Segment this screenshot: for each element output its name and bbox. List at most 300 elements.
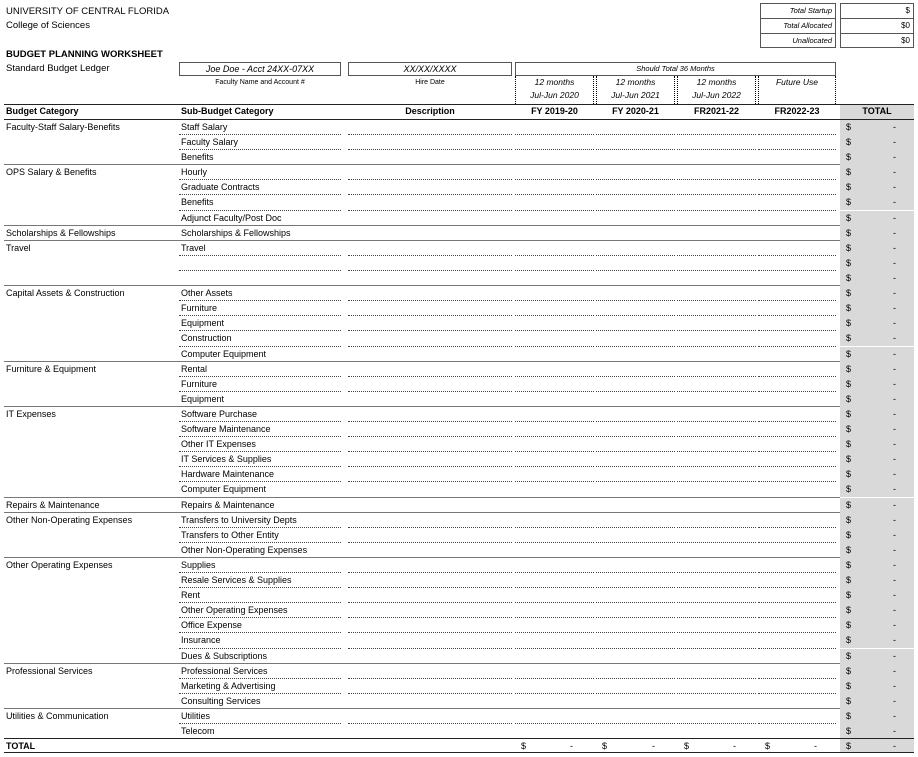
fy2-amount-cell[interactable] (596, 407, 675, 421)
budget-category-label: Travel (6, 243, 31, 253)
unallocated-value[interactable]: $0 (840, 33, 914, 48)
fy3-amount-cell[interactable] (677, 286, 756, 300)
fy2-amount-cell[interactable] (596, 422, 675, 436)
fy1-amount-cell[interactable] (515, 180, 594, 194)
fy4-amount-cell[interactable] (758, 211, 836, 225)
row-total-value: - (893, 243, 896, 253)
fy3-amount-cell[interactable] (677, 558, 756, 572)
row-total-value: - (893, 681, 896, 691)
fy3-amount-cell[interactable] (677, 452, 756, 466)
row-total-value: - (893, 666, 896, 676)
row-total-currency: $ (846, 364, 852, 374)
sub-category-label: Telecom (181, 726, 215, 736)
fy4-amount-cell[interactable] (758, 331, 836, 345)
description-cell[interactable] (348, 241, 512, 255)
fy3-amount-cell[interactable] (677, 664, 756, 678)
faculty-name-field[interactable]: Joe Doe - Acct 24XX-07XX (179, 62, 341, 76)
footer-total-value: - (893, 741, 896, 751)
description-cell[interactable] (348, 347, 512, 361)
fy4-amount-cell[interactable] (758, 407, 836, 421)
fy4-amount-cell[interactable] (758, 679, 836, 693)
description-cell[interactable] (348, 709, 512, 723)
fy1-amount-cell[interactable] (515, 633, 594, 647)
row-total-currency: $ (846, 696, 852, 706)
description-cell[interactable] (348, 558, 512, 572)
fy3-amount-cell[interactable] (677, 437, 756, 451)
fy4-amount-cell[interactable] (758, 513, 836, 527)
description-cell[interactable] (348, 543, 512, 557)
fy2-amount-cell[interactable] (596, 271, 675, 285)
fy3-amount-cell[interactable] (677, 407, 756, 421)
row-total-currency: $ (846, 681, 852, 691)
description-cell[interactable] (348, 316, 512, 330)
fy4-amount-cell[interactable] (758, 633, 836, 647)
fy1-amount-cell[interactable] (515, 347, 594, 361)
fy4-amount-cell[interactable] (758, 241, 836, 255)
fy4-amount-cell[interactable] (758, 603, 836, 617)
row-total-value: - (893, 137, 896, 147)
col-budget-category: Budget Category (6, 106, 79, 116)
sub-category-label: Travel (181, 243, 206, 253)
fy4-amount-cell[interactable] (758, 588, 836, 602)
budget-category-label: Other Non-Operating Expenses (6, 515, 133, 525)
fy3-amount-cell[interactable] (677, 301, 756, 315)
fy2-amount-cell[interactable] (596, 241, 675, 255)
row-total-value: - (893, 258, 896, 268)
fy2-amount-cell[interactable] (596, 226, 675, 240)
fy3-amount-cell[interactable] (677, 392, 756, 406)
row-total-currency: $ (846, 454, 852, 464)
row-total-value: - (893, 273, 896, 283)
fy2-amount-cell[interactable] (596, 135, 675, 149)
fy3-amount-cell[interactable] (677, 316, 756, 330)
fy4-amount-cell[interactable] (758, 180, 836, 194)
fy2-amount-cell[interactable] (596, 316, 675, 330)
fy4-amount-cell[interactable] (758, 558, 836, 572)
row-total-value: - (893, 590, 896, 600)
fy4-amount-cell[interactable] (758, 392, 836, 406)
description-cell[interactable] (348, 392, 512, 406)
budget-category-label: Utilities & Communication (6, 711, 109, 721)
fy2-amount-cell[interactable] (596, 679, 675, 693)
fy2-amount-cell[interactable] (596, 709, 675, 723)
fy3-amount-cell[interactable] (677, 633, 756, 647)
fy3-amount-cell[interactable] (677, 195, 756, 209)
fy3-amount-cell[interactable] (677, 422, 756, 436)
col-fr2022-23: FR2022-23 (774, 106, 820, 116)
sub-category-label: Office Expense (181, 620, 242, 630)
footer-fy4-value: - (814, 741, 817, 751)
row-total-currency: $ (846, 439, 852, 449)
fy1-amount-cell[interactable] (515, 120, 594, 134)
hire-date-caption: Hire Date (415, 79, 445, 86)
fy4-amount-cell[interactable] (758, 422, 836, 436)
fy1-amount-cell[interactable] (515, 649, 594, 663)
fy3-amount-cell[interactable] (677, 377, 756, 391)
fy4-amount-cell[interactable] (758, 362, 836, 376)
fy1-amount-cell[interactable] (515, 316, 594, 330)
row-total-currency: $ (846, 379, 852, 389)
description-cell[interactable] (348, 422, 512, 436)
description-cell[interactable] (348, 513, 512, 527)
description-cell[interactable] (348, 437, 512, 451)
fy3-amount-cell[interactable] (677, 331, 756, 345)
description-cell[interactable] (348, 679, 512, 693)
fy4-amount-cell[interactable] (758, 543, 836, 557)
fy2-amount-cell[interactable] (596, 452, 675, 466)
fy2-amount-cell[interactable] (596, 377, 675, 391)
fy1-amount-cell[interactable] (515, 618, 594, 632)
fy1-amount-cell[interactable] (515, 286, 594, 300)
faculty-name-caption: Faculty Name and Account # (215, 79, 305, 86)
fy3-amount-cell[interactable] (677, 135, 756, 149)
total-allocated-value[interactable]: $0 (840, 18, 914, 33)
fy1-amount-cell[interactable] (515, 362, 594, 376)
row-total-value: - (893, 167, 896, 177)
fy3-amount-cell[interactable] (677, 467, 756, 481)
row-total-currency: $ (846, 651, 852, 661)
row-total-currency: $ (846, 635, 852, 645)
fy3-amount-cell[interactable] (677, 362, 756, 376)
fy3-amount-cell[interactable] (677, 573, 756, 587)
fy4-amount-cell[interactable] (758, 498, 836, 512)
description-cell[interactable] (348, 649, 512, 663)
description-cell[interactable] (348, 528, 512, 542)
fy2-amount-cell[interactable] (596, 362, 675, 376)
description-cell[interactable] (348, 226, 512, 240)
fy3-amount-cell[interactable] (677, 180, 756, 194)
fy1-amount-cell[interactable] (515, 331, 594, 345)
fy4-amount-cell[interactable] (758, 482, 836, 496)
fy1-amount-cell[interactable] (515, 467, 594, 481)
fy2-amount-cell[interactable] (596, 513, 675, 527)
fy1-amount-cell[interactable] (515, 407, 594, 421)
fy4-amount-cell[interactable] (758, 377, 836, 391)
description-cell[interactable] (348, 301, 512, 315)
sub-category-label: Rent (181, 590, 201, 600)
fy3-amount-cell[interactable] (677, 120, 756, 134)
description-cell[interactable] (348, 664, 512, 678)
description-cell[interactable] (348, 135, 512, 149)
row-total-currency: $ (846, 243, 852, 253)
budget-category-label: Capital Assets & Construction (6, 288, 125, 298)
fy3-amount-cell[interactable] (677, 256, 756, 270)
fy1-amount-cell[interactable] (515, 543, 594, 557)
footer-total-currency: $ (846, 741, 852, 751)
description-cell[interactable] (348, 573, 512, 587)
fy1-amount-cell[interactable] (515, 482, 594, 496)
sub-category-label: IT Services & Supplies (181, 454, 272, 464)
fy4-amount-cell[interactable] (758, 528, 836, 542)
fy2-amount-cell[interactable] (596, 120, 675, 134)
fy1-amount-cell[interactable] (515, 528, 594, 542)
row-total-value: - (893, 439, 896, 449)
fy1-amount-cell[interactable] (515, 422, 594, 436)
description-cell[interactable] (348, 211, 512, 225)
col-fr2021-22: FR2021-22 (693, 106, 740, 116)
budget-category-label: Professional Services (6, 666, 93, 676)
fy4-amount-cell[interactable] (758, 347, 836, 361)
total-startup-value[interactable]: $ (840, 3, 914, 18)
fy3-amount-cell[interactable] (677, 528, 756, 542)
fy2-amount-cell[interactable] (596, 392, 675, 406)
fy3-amount-cell[interactable] (677, 724, 756, 738)
row-total-currency: $ (846, 349, 852, 359)
fy2-amount-cell[interactable] (596, 301, 675, 315)
row-total-value: - (893, 409, 896, 419)
row-total-currency: $ (846, 424, 852, 434)
row-total-currency: $ (846, 545, 852, 555)
fy4-amount-cell[interactable] (758, 150, 836, 164)
period-1-months: 12 months (534, 77, 575, 87)
row-total-currency: $ (846, 560, 852, 570)
budget-category-label: Scholarships & Fellowships (6, 228, 116, 238)
fy4-amount-cell[interactable] (758, 286, 836, 300)
fy3-amount-cell[interactable] (677, 513, 756, 527)
description-cell[interactable] (348, 407, 512, 421)
sub-category-label: Adjunct Faculty/Post Doc (181, 213, 282, 223)
row-total-value: - (893, 726, 896, 736)
sub-category-label: Software Maintenance (181, 424, 271, 434)
fy4-amount-cell[interactable] (758, 573, 836, 587)
fy1-amount-cell[interactable] (515, 498, 594, 512)
fy4-amount-cell[interactable] (758, 709, 836, 723)
sub-category-label: Professional Services (181, 666, 268, 676)
fy2-amount-cell[interactable] (596, 331, 675, 345)
fy4-amount-cell[interactable] (758, 664, 836, 678)
description-cell[interactable] (348, 180, 512, 194)
fy1-amount-cell[interactable] (515, 195, 594, 209)
period-4-range: Future Use (775, 77, 819, 87)
fy1-amount-cell[interactable] (515, 513, 594, 527)
row-total-value: - (893, 605, 896, 615)
fy3-amount-cell[interactable] (677, 603, 756, 617)
fy2-amount-cell[interactable] (596, 498, 675, 512)
fy3-amount-cell[interactable] (677, 679, 756, 693)
row-total-currency: $ (846, 530, 852, 540)
fy2-amount-cell[interactable] (596, 195, 675, 209)
fy3-amount-cell[interactable] (677, 271, 756, 285)
fy3-amount-cell[interactable] (677, 150, 756, 164)
row-total-currency: $ (846, 484, 852, 494)
fy2-amount-cell[interactable] (596, 603, 675, 617)
description-cell[interactable] (348, 588, 512, 602)
fy3-amount-cell[interactable] (677, 588, 756, 602)
row-total-value: - (893, 711, 896, 721)
fy3-amount-cell[interactable] (677, 165, 756, 179)
fy2-amount-cell[interactable] (596, 150, 675, 164)
fy4-amount-cell[interactable] (758, 195, 836, 209)
sub-category-label: Consulting Services (181, 696, 261, 706)
fy1-amount-cell[interactable] (515, 150, 594, 164)
sub-category-label: Furniture (181, 303, 218, 313)
fy2-amount-cell[interactable] (596, 573, 675, 587)
fy1-amount-cell[interactable] (515, 256, 594, 270)
fy1-amount-cell[interactable] (515, 694, 594, 708)
fy2-amount-cell[interactable] (596, 256, 675, 270)
footer-fy3-value: - (733, 741, 736, 751)
row-total-value: - (893, 515, 896, 525)
fy1-amount-cell[interactable] (515, 664, 594, 678)
fy3-amount-cell[interactable] (677, 211, 756, 225)
description-cell[interactable] (348, 482, 512, 496)
fy4-amount-cell[interactable] (758, 120, 836, 134)
row-total-value: - (893, 379, 896, 389)
fy4-amount-cell[interactable] (758, 135, 836, 149)
row-total-currency: $ (846, 182, 852, 192)
period-note: Should Total 36 Months (515, 62, 836, 76)
description-cell[interactable] (348, 694, 512, 708)
fy1-amount-cell[interactable] (515, 558, 594, 572)
row-total-value: - (893, 454, 896, 464)
sub-category-label: Other Operating Expenses (181, 605, 288, 615)
fy2-amount-cell[interactable] (596, 437, 675, 451)
fy1-amount-cell[interactable] (515, 211, 594, 225)
col-description: Description (405, 106, 455, 116)
fy3-amount-cell[interactable] (677, 482, 756, 496)
footer-fy3-currency: $ (684, 741, 690, 751)
fy1-amount-cell[interactable] (515, 135, 594, 149)
fy3-amount-cell[interactable] (677, 241, 756, 255)
fy3-amount-cell[interactable] (677, 226, 756, 240)
description-cell[interactable] (348, 603, 512, 617)
fy1-amount-cell[interactable] (515, 377, 594, 391)
description-cell[interactable] (348, 618, 512, 632)
fy4-amount-cell[interactable] (758, 467, 836, 481)
fy4-amount-cell[interactable] (758, 649, 836, 663)
description-cell[interactable] (348, 150, 512, 164)
row-total-currency: $ (846, 590, 852, 600)
sub-category-label: Scholarships & Fellowships (181, 228, 291, 238)
description-cell[interactable] (348, 165, 512, 179)
description-cell[interactable] (348, 195, 512, 209)
fy4-amount-cell[interactable] (758, 256, 836, 270)
fy1-amount-cell[interactable] (515, 452, 594, 466)
description-cell[interactable] (348, 724, 512, 738)
fy1-amount-cell[interactable] (515, 392, 594, 406)
fy2-amount-cell[interactable] (596, 528, 675, 542)
fy2-amount-cell[interactable] (596, 588, 675, 602)
fy2-amount-cell[interactable] (596, 724, 675, 738)
description-cell[interactable] (348, 286, 512, 300)
description-cell[interactable] (348, 120, 512, 134)
fy1-amount-cell[interactable] (515, 301, 594, 315)
fy2-amount-cell[interactable] (596, 649, 675, 663)
row-total-value: - (893, 333, 896, 343)
fy4-amount-cell[interactable] (758, 452, 836, 466)
fy1-amount-cell[interactable] (515, 724, 594, 738)
row-total-currency: $ (846, 213, 852, 223)
sub-category-label: Transfers to Other Entity (181, 530, 279, 540)
description-cell[interactable] (348, 377, 512, 391)
fy2-amount-cell[interactable] (596, 180, 675, 194)
description-cell[interactable] (348, 498, 512, 512)
sub-category-label: Rental (181, 364, 208, 374)
description-cell[interactable] (348, 633, 512, 647)
fy4-amount-cell[interactable] (758, 165, 836, 179)
fy2-amount-cell[interactable] (596, 482, 675, 496)
row-total-currency: $ (846, 167, 852, 177)
fy2-amount-cell[interactable] (596, 165, 675, 179)
fy1-amount-cell[interactable] (515, 226, 594, 240)
row-total-value: - (893, 424, 896, 434)
sub-category-label: Repairs & Maintenance (181, 500, 275, 510)
fy4-amount-cell[interactable] (758, 694, 836, 708)
fy4-amount-cell[interactable] (758, 301, 836, 315)
row-total-currency: $ (846, 333, 852, 343)
sub-category-label: Supplies (181, 560, 216, 570)
fy1-amount-cell[interactable] (515, 437, 594, 451)
fy1-amount-cell[interactable] (515, 241, 594, 255)
fy2-amount-cell[interactable] (596, 543, 675, 557)
sub-category-label: Insurance (181, 635, 221, 645)
row-total-currency: $ (846, 469, 852, 479)
fy4-amount-cell[interactable] (758, 724, 836, 738)
sub-category-label: Construction (181, 333, 232, 343)
fy2-amount-cell[interactable] (596, 618, 675, 632)
description-cell[interactable] (348, 467, 512, 481)
budget-category-label: Furniture & Equipment (6, 364, 97, 374)
fy1-amount-cell[interactable] (515, 588, 594, 602)
fy3-amount-cell[interactable] (677, 649, 756, 663)
fy1-amount-cell[interactable] (515, 573, 594, 587)
description-cell[interactable] (348, 362, 512, 376)
fy1-amount-cell[interactable] (515, 165, 594, 179)
fy1-amount-cell[interactable] (515, 709, 594, 723)
fy1-amount-cell[interactable] (515, 603, 594, 617)
fy4-amount-cell[interactable] (758, 437, 836, 451)
description-cell[interactable] (348, 452, 512, 466)
fy4-amount-cell[interactable] (758, 316, 836, 330)
fy3-amount-cell[interactable] (677, 618, 756, 632)
sub-category-label: Faculty Salary (181, 137, 239, 147)
sub-category-label: Other Non-Operating Expenses (181, 545, 308, 555)
footer-fy1-currency: $ (521, 741, 527, 751)
description-cell[interactable] (348, 331, 512, 345)
fy1-amount-cell[interactable] (515, 679, 594, 693)
fy2-amount-cell[interactable] (596, 286, 675, 300)
description-cell[interactable] (348, 271, 512, 285)
fy2-amount-cell[interactable] (596, 558, 675, 572)
fy2-amount-cell[interactable] (596, 633, 675, 647)
period-3-range: Jul-Jun 2022 (692, 90, 741, 100)
row-total-value: - (893, 303, 896, 313)
fy3-amount-cell[interactable] (677, 694, 756, 708)
fy4-amount-cell[interactable] (758, 618, 836, 632)
fy3-amount-cell[interactable] (677, 543, 756, 557)
sub-category-label: Hourly (181, 167, 208, 177)
fy2-amount-cell[interactable] (596, 211, 675, 225)
fy2-amount-cell[interactable] (596, 467, 675, 481)
total-startup-label: Total Startup (760, 3, 836, 18)
row-total-currency: $ (846, 726, 852, 736)
fy2-amount-cell[interactable] (596, 694, 675, 708)
college-name: College of Sciences (6, 20, 90, 31)
fy2-amount-cell[interactable] (596, 347, 675, 361)
row-total-value: - (893, 228, 896, 238)
fy4-amount-cell[interactable] (758, 271, 836, 285)
fy3-amount-cell[interactable] (677, 709, 756, 723)
fy4-amount-cell[interactable] (758, 226, 836, 240)
fy3-amount-cell[interactable] (677, 347, 756, 361)
row-total-value: - (893, 394, 896, 404)
fy3-amount-cell[interactable] (677, 498, 756, 512)
fy1-amount-cell[interactable] (515, 271, 594, 285)
fy2-amount-cell[interactable] (596, 664, 675, 678)
hire-date-field[interactable]: XX/XX/XXXX (348, 62, 512, 76)
description-cell[interactable] (348, 256, 512, 270)
budget-category-label: OPS Salary & Benefits (6, 167, 97, 177)
